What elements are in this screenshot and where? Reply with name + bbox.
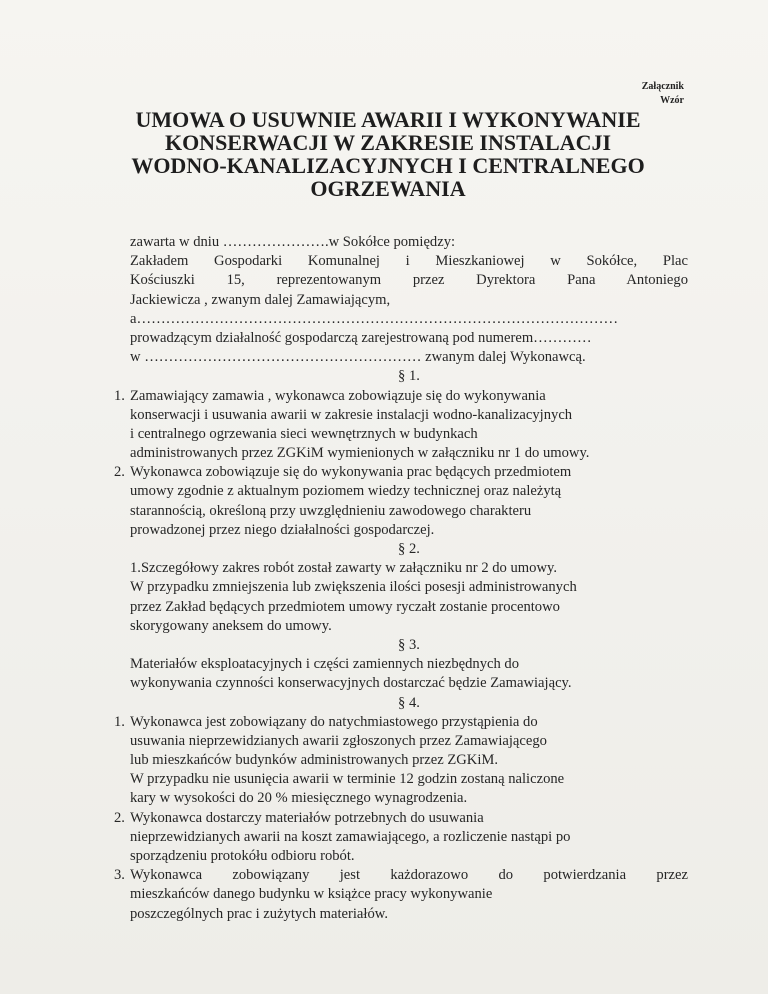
list-item	[114, 809, 688, 867]
item-line: Zamawiający zamawia , wykonawca zobowiązuje się do wykonywania	[130, 387, 546, 404]
template-label: Wzór	[660, 95, 684, 106]
annex-label: Załącznik	[641, 81, 684, 92]
paragraph-line: wykonywania czynności konserwacyjnych dostarczać będzie Zamawiający.	[130, 675, 572, 692]
annex-header	[642, 80, 684, 108]
title-line: WODNO-KANALIZACYJNYCH I CENTRALNEGO	[131, 153, 645, 178]
intro-paragraph	[130, 233, 688, 367]
intro-line: Zakładem Gospodarki Komunalnej i Mieszkaniowej w Sokółce, Plac	[130, 253, 688, 270]
section-paragraph	[130, 559, 688, 636]
paragraph-line: przez Zakład będących przedmiotem umowy ryczałt zostanie procentowo	[130, 598, 560, 615]
item-line: kary w wysokości do 20 % miesięcznego wynagrodzenia.	[130, 790, 468, 807]
intro-line: Jackiewicza , zwanym dalej Zamawiającym,	[130, 291, 391, 308]
section-heading: § 3.	[398, 636, 420, 653]
paragraph-line: 1.Szczegółowy zakres robót został zawarty w załączniku nr 2 do umowy.	[130, 560, 557, 577]
item-number: 1.	[114, 387, 125, 404]
item-line: Wykonawca zobowiązany jest każdorazowo do potwierdzania przez	[130, 867, 688, 884]
item-line: poszczególnych prac i zużytych materiałów.	[130, 905, 388, 922]
intro-line: w ………………………………………………… zwanym dalej Wykonawcą.	[130, 349, 586, 366]
item-line: W przypadku nie usunięcia awarii w terminie 12 godzin zostaną naliczone	[130, 771, 565, 788]
item-number: 3.	[114, 867, 125, 884]
item-number: 2.	[114, 464, 125, 481]
item-line: konserwacji i usuwania awarii w zakresie instalacji wodno-kanalizacyjnych	[130, 406, 573, 423]
intro-line: Kościuszki 15, reprezentowanym przez Dyrektora Pana Antoniego	[130, 272, 688, 289]
item-line: sporządzeniu protokółu odbioru robót.	[130, 848, 355, 864]
list-item	[114, 866, 688, 924]
item-line: lub mieszkańców budynków administrowanych przez ZGKiM.	[130, 752, 499, 769]
item-line: Wykonawca zobowiązuje się do wykonywania prac będących przedmiotem	[130, 464, 572, 481]
section-paragraph	[130, 655, 688, 693]
paragraph-line: W przypadku zmniejszenia lub zwiększenia ilości posesji administrowanych	[130, 579, 577, 596]
list-item	[114, 387, 688, 464]
section-heading: § 4.	[398, 694, 420, 711]
intro-line: zawarta w dniu ………………….w Sokółce pomiędzy:	[130, 234, 456, 250]
item-line: Wykonawca dostarczy materiałów potrzebnych do usuwania	[130, 809, 484, 826]
title-line: UMOWA O USUWNIE AWARII I WYKONYWANIE	[135, 107, 641, 132]
list-item	[114, 463, 688, 540]
paragraph-line: skorygowany aneksem do umowy.	[130, 617, 332, 634]
title-line: KONSERWACJI W ZAKRESIE INSTALACJI	[164, 130, 612, 155]
item-line: starannością, określoną przy uwzględnieniu zawodowego charakteru	[130, 502, 532, 519]
item-line: prowadzonej przez niego działalności gospodarczej.	[130, 521, 435, 538]
document-title	[108, 108, 668, 200]
paragraph-line: Materiałów eksploatacyjnych i części zamiennych niezbędnych do	[130, 656, 520, 673]
intro-line: prowadzącym działalność gospodarczą zarejestrowaną pod numerem…………	[130, 329, 592, 346]
item-line: umowy zgodnie z aktualnym poziomem wiedzy technicznej oraz należytą	[130, 483, 562, 500]
list-item	[114, 713, 688, 809]
item-line: i centralnego ogrzewania sieci wewnętrznych w budynkach	[130, 425, 478, 442]
contract-body	[114, 233, 688, 924]
item-line: mieszkańców danego budynku w książce pracy wykonywanie	[130, 886, 493, 903]
item-number: 2.	[114, 809, 125, 826]
item-line: nieprzewidzianych awarii na koszt zamawiającego, a rozliczenie nastąpi po	[130, 828, 571, 845]
section-heading: § 2.	[398, 541, 420, 557]
item-line: usuwania nieprzewidzianych awarii zgłoszonych przez Zamawiającego	[130, 732, 547, 749]
section-heading: § 1.	[398, 368, 420, 385]
item-number: 1.	[114, 713, 125, 730]
title-line: OGRZEWANIA	[310, 176, 466, 201]
contractor-name-blank: a………………………………………………………………………………………	[130, 310, 619, 327]
item-line: Wykonawca jest zobowiązany do natychmiastowego przystąpienia do	[130, 713, 538, 730]
item-line: administrowanych przez ZGKiM wymienionych w załączniku nr 1 do umowy.	[130, 445, 590, 462]
